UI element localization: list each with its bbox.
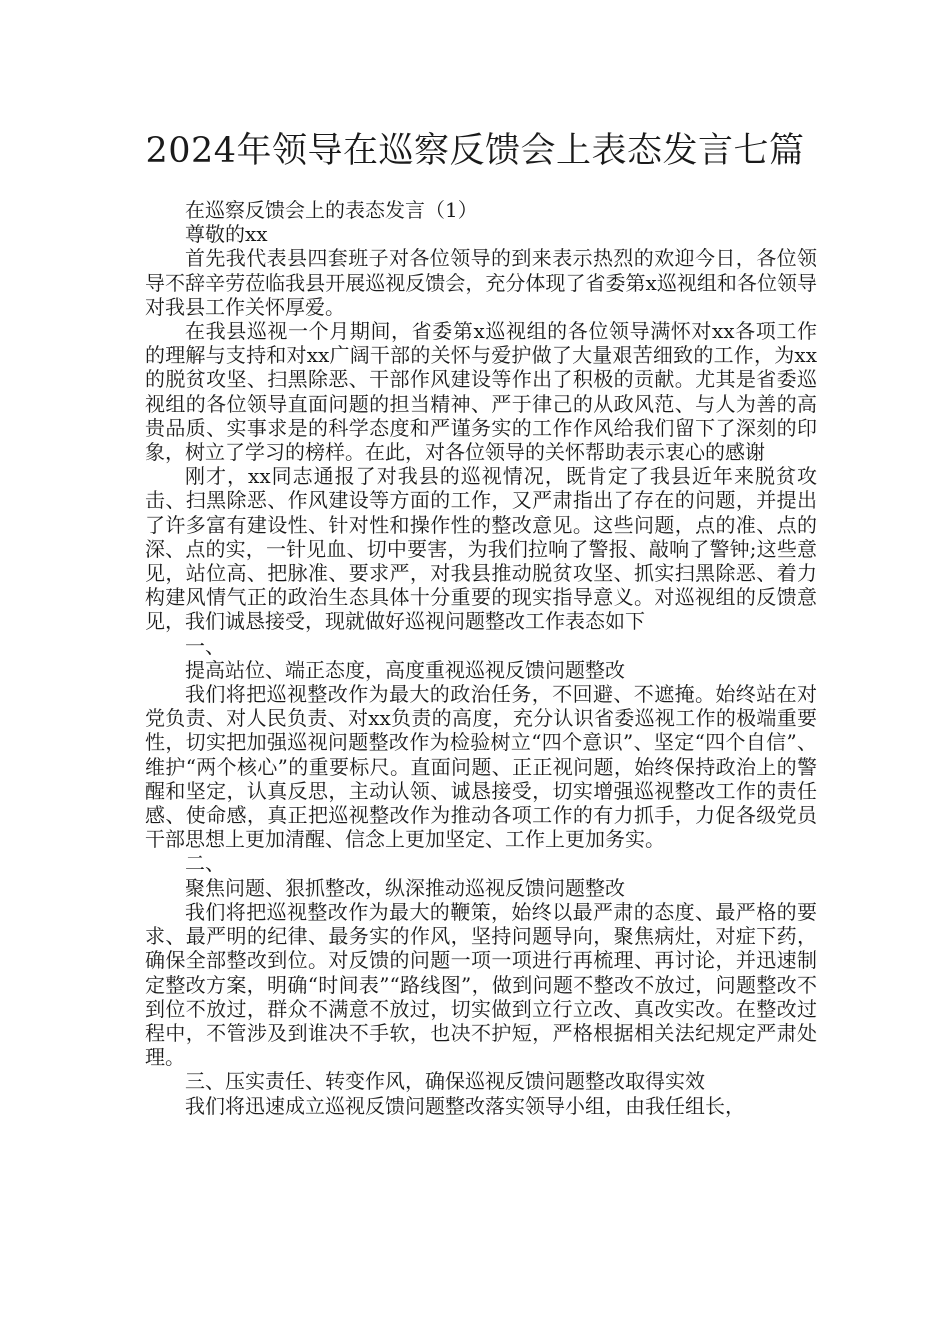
document-title: 2024年领导在巡察反馈会上表态发言七篇 <box>145 131 805 171</box>
section-heading: 在巡察反馈会上的表态发言（1） <box>185 198 478 222</box>
section-heading: 提高站位、端正态度，高度重视巡视反馈问题整改 <box>185 657 625 682</box>
paragraph: 我们将迅速成立巡视反馈问题整改落实领导小组，由我任组长， <box>185 1093 745 1118</box>
paragraph: 我们将把巡视整改作为最大的政治任务，不回避、不遮掩。始终站在对党负责、对人民负责、对xx负责的高度，充分认识省委巡视工作的极端重要性，切实把加强巡视问题整改作为检验树立“四个意识”、坚定“四个自信”、维护“两个核心”的重要标尺。直面问题、正正视问题，始终保持政治上的警醒和坚定，认真反思，主动认领、诚恳接受，切实增强巡视整改工作的责任感、使命感，真正把巡视整改作为推动各项工作的有力抓手，力促各级党员干部思想上更加清醒、信念上更加坚定、工作上更加务实。 <box>145 682 817 852</box>
paragraph: 刚才，xx同志通报了对我县的巡视情况，既肯定了我县近年来脱贫攻击、扫黑除恶、作风建设等方面的工作，又严肃指出了存在的问题，并提出了许多富有建设性、针对性和操作性的整改意见。这些问题，点的准、点的深、点的实，一针见血、切中要害，为我们拉响了警报、敲响了警钟;这些意见，站位高、把脉准、要求严，对我县推动脱贫攻坚、抓实扫黑除恶、着力构建风情气正的政治生态具体十分重要的现实指导意义。对巡视组的反馈意见，我们诚恳接受，现就做好巡视问题整改工作表态如下 <box>145 464 817 634</box>
section-heading: 聚焦问题、狠抓整改，纵深推动巡视反馈问题整改 <box>185 875 625 900</box>
section-number: 二、 <box>185 851 225 876</box>
salutation: 尊敬的xx <box>185 222 268 247</box>
section-number: 一、 <box>185 633 225 658</box>
document-body <box>145 198 817 1118</box>
paragraph: 首先我代表县四套班子对各位领导的到来表示热烈的欢迎今日，各位领导不辞辛劳莅临我县开展巡视反馈会，充分体现了省委第x巡视组和各位领导对我县工作关怀厚爱。 <box>145 246 817 319</box>
section-heading: 三、压实责任、转变作风，确保巡视反馈问题整改取得实效 <box>185 1069 705 1094</box>
paragraph: 我们将把巡视整改作为最大的鞭策，始终以最严肃的态度、最严格的要求、最严明的纪律、最务实的作风，坚持问题导向，聚焦病灶，对症下药，确保全部整改到位。对反馈的问题一项一项进行再梳理、再讨论，并迅速制定整改方案，明确“时间表”“路线图”，做到问题不整改不放过，问题整改不到位不放过，群众不满意不放过，切实做到立行立改、真改实改。在整改过程中，不管涉及到谁决不手软，也决不护短，严格根据相关法纪规定严肃处理。 <box>145 899 817 1070</box>
paragraph: 在我县巡视一个月期间，省委第x巡视组的各位领导满怀对xx各项工作的理解与支持和对xx广阔干部的关怀与爱护做了大量艰苦细致的工作，为xx的脱贫攻坚、扫黑除恶、干部作风建设等作出了积极的贡献。尤其是省委巡视组的各位领导直面问题的担当精神、严于律己的从政风范、与人为善的高贵品质、实事求是的科学态度和严谨务实的工作作风给我们留下了深刻的印象，树立了学习的榜样。在此，对各位领导的关怀帮助表示衷心的感谢 <box>145 319 817 465</box>
